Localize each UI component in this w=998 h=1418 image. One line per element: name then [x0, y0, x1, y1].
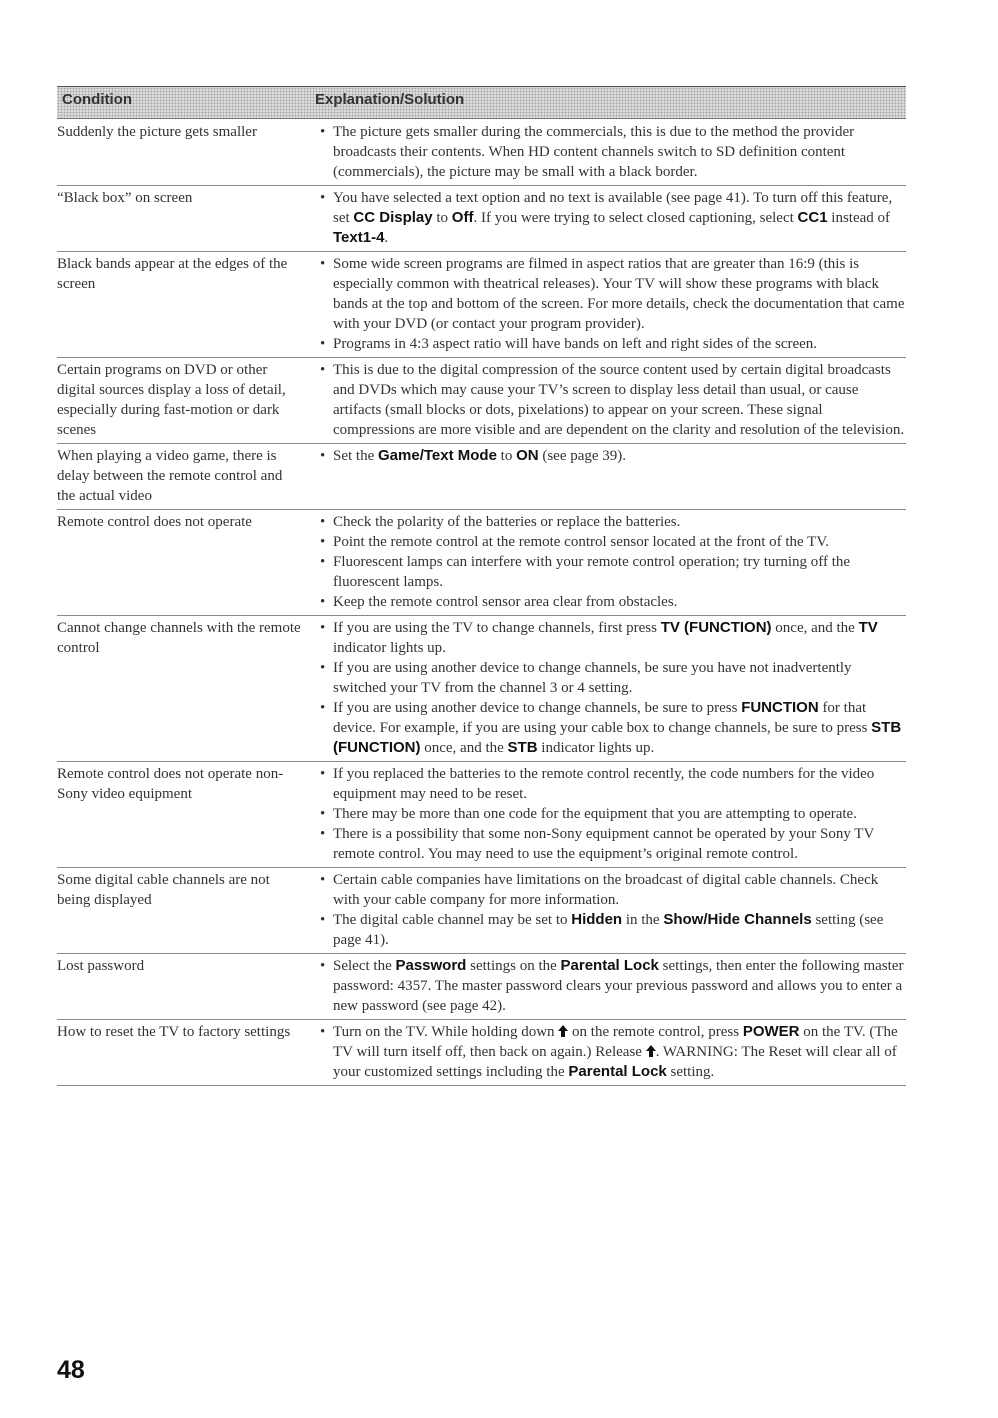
- bullet-text: on the remote control, press: [568, 1024, 743, 1040]
- bullet-text: If you replaced the batteries to the remote control recently, the code numbers for the video equipment may need to be reset.: [333, 766, 875, 802]
- ui-term: Parental Lock: [568, 1063, 667, 1080]
- bullet-text: Programs in 4:3 aspect ratio will have bands on left and right sides of the screen.: [333, 336, 818, 352]
- condition-cell: Suddenly the picture gets smaller: [57, 124, 257, 140]
- solution-bullet: [320, 910, 906, 950]
- solution-cell: [309, 764, 906, 864]
- solution-bullet: [320, 824, 906, 864]
- bullet-text: .: [384, 230, 389, 246]
- header-condition: Condition: [62, 91, 132, 108]
- bullet-text: Some wide screen programs are filmed in aspect ratios that are greater than 16:9 (this is especially common with theatrical releases). Your TV will show these programs with black bands at the top and bottom of the screen. For more details, check the documentation that came with your DVD (or contact your program provider).: [333, 256, 905, 332]
- ui-term: Text1-4: [333, 229, 385, 246]
- table-header: [57, 86, 906, 119]
- solution-cell: [309, 446, 906, 506]
- bullet-text: Certain cable companies have limitations on the broadcast of digital cable channels. Check with your cable company for more information.: [333, 872, 879, 908]
- bullet-text: settings, then enter the following master password: 4357. The master password clears your previous password and allows you to enter a new password (see page 42).: [333, 958, 904, 1014]
- solution-bullet: [320, 592, 906, 612]
- table-row: [57, 119, 906, 186]
- ui-term: FUNCTION: [741, 699, 819, 716]
- ui-term: Parental Lock: [560, 957, 659, 974]
- condition-cell: Lost password: [57, 958, 145, 974]
- ui-term: CC1: [797, 209, 828, 226]
- bullet-text: If you are using another device to change channels, be sure to press: [333, 700, 742, 716]
- solution-bullet: [320, 698, 906, 758]
- solution-bullet: [320, 618, 906, 658]
- table-row: [57, 510, 906, 616]
- ui-term: STB (FUNCTION): [333, 719, 902, 756]
- bullet-text: instead of: [827, 210, 891, 226]
- solution-bullet: [320, 512, 906, 532]
- solution-bullet: [320, 446, 906, 466]
- ui-term: TV (FUNCTION): [660, 619, 772, 636]
- condition-cell: When playing a video game, there is delay between the remote control and the actual video: [57, 448, 283, 504]
- ui-term: Password: [395, 957, 467, 974]
- solution-cell: [309, 360, 906, 440]
- bullet-text: once, and the: [420, 740, 508, 756]
- bullet-text: on the TV. (The TV will turn itself off, then back on again.) Release: [333, 1024, 898, 1060]
- solution-cell: [309, 512, 906, 612]
- table-body: [57, 119, 906, 1086]
- table-row: [57, 358, 906, 444]
- solution-cell: [309, 254, 906, 354]
- bullet-text: (see page 39).: [538, 448, 627, 464]
- solution-bullet: [320, 122, 906, 182]
- ui-term: STB: [507, 739, 538, 756]
- solution-bullet: [320, 956, 906, 1016]
- condition-cell: Black bands appear at the edges of the screen: [57, 256, 288, 292]
- bullet-text: for that device. For example, if you are using your cable box to change channels, be sure to press: [333, 700, 872, 736]
- solution-cell: [309, 188, 906, 248]
- bullet-text: There is a possibility that some non-Sony equipment cannot be operated by your Sony TV remote control. You may need to use the equipment’s original remote control.: [333, 826, 875, 862]
- solution-bullet: [320, 360, 906, 440]
- solution-cell: [309, 618, 906, 758]
- bullet-text: indicator lights up.: [537, 740, 655, 756]
- solution-bullet: [320, 764, 906, 804]
- table-row: [57, 954, 906, 1020]
- bullet-text: There may be more than one code for the equipment that you are attempting to operate.: [333, 806, 857, 822]
- page-number: 48: [57, 1356, 85, 1384]
- bullet-text: Select the: [333, 958, 396, 974]
- header-explanation: Explanation/Solution: [315, 91, 465, 108]
- bullet-text: once, and the: [771, 620, 859, 636]
- condition-cell: How to reset the TV to factory settings: [57, 1024, 291, 1040]
- solution-bullet: [320, 804, 906, 824]
- troubleshooting-table: [57, 86, 906, 1086]
- solution-bullet: [320, 1022, 906, 1082]
- bullet-text: to: [432, 210, 452, 226]
- ui-term: CC Display: [353, 209, 433, 226]
- solution-bullet: [320, 552, 906, 592]
- ui-term: Hidden: [571, 911, 623, 928]
- table-row: [57, 252, 906, 358]
- condition-cell: Remote control does not operate non-Sony video equipment: [57, 766, 284, 802]
- ui-term: POWER: [742, 1023, 800, 1040]
- table-row: [57, 1020, 906, 1086]
- ui-term: Off: [451, 209, 474, 226]
- solution-cell: [309, 956, 906, 1016]
- bullet-text: You have selected a text option and no text is available (see page 41). To turn off this feature, set: [333, 190, 893, 226]
- solution-bullet: [320, 188, 906, 248]
- solution-bullet: [320, 334, 906, 354]
- bullet-text: Turn on the TV. While holding down: [333, 1024, 559, 1040]
- bullet-text: If you are using another device to change channels, be sure you have not inadvertently switched your TV from the channel 3 or 4 setting.: [333, 660, 852, 696]
- table-row: [57, 444, 906, 510]
- up-arrow-icon: [646, 1045, 656, 1057]
- bullet-text: The digital cable channel may be set to: [333, 912, 572, 928]
- table-row: [57, 186, 906, 252]
- solution-bullet: [320, 532, 906, 552]
- bullet-text: Point the remote control at the remote control sensor located at the front of the TV.: [333, 534, 829, 550]
- bullet-text: settings on the: [466, 958, 561, 974]
- solution-bullet: [320, 870, 906, 910]
- table-row: [57, 762, 906, 868]
- bullet-text: Check the polarity of the batteries or replace the batteries.: [333, 514, 681, 530]
- ui-term: ON: [516, 447, 539, 464]
- bullet-text: If you are using the TV to change channels, first press: [333, 620, 661, 636]
- ui-term: Show/Hide Channels: [663, 911, 812, 928]
- up-arrow-icon: [558, 1025, 568, 1037]
- solution-cell: [309, 870, 906, 950]
- condition-cell: Cannot change channels with the remote control: [57, 620, 301, 656]
- condition-cell: Some digital cable channels are not being displayed: [57, 872, 270, 908]
- condition-cell: “Black box” on screen: [57, 190, 193, 206]
- bullet-text: The picture gets smaller during the commercials, this is due to the method the provider broadcasts their contents. When HD content channels switch to SD definition content (commercials), the picture may be small with a black border.: [333, 124, 855, 180]
- bullet-text: Fluorescent lamps can interfere with your remote control operation; try turning off the fluorescent lamps.: [333, 554, 851, 590]
- bullet-text: . If you were trying to select closed captioning, select: [473, 210, 798, 226]
- ui-term: TV: [858, 619, 878, 636]
- bullet-text: setting (see page 41).: [333, 912, 884, 948]
- ui-term: Game/Text Mode: [378, 447, 497, 464]
- bullet-text: . WARNING: The Reset will clear all of your customized settings including the: [333, 1044, 897, 1080]
- bullet-text: to: [496, 448, 517, 464]
- condition-cell: Remote control does not operate: [57, 514, 252, 530]
- bullet-text: indicator lights up.: [333, 640, 446, 656]
- solution-bullet: [320, 254, 906, 334]
- solution-cell: [309, 122, 906, 182]
- bullet-text: setting.: [666, 1064, 715, 1080]
- table-row: [57, 868, 906, 954]
- solution-cell: [309, 1022, 906, 1082]
- bullet-text: Set the: [333, 448, 378, 464]
- bullet-text: in the: [622, 912, 664, 928]
- bullet-text: This is due to the digital compression of the source content used by certain digital broadcasts and DVDs which may cause your TV’s screen to display less detail than usual, or cause artifacts (small blocks or dots, pixelations) to appear on your screen. These signal compressions are more visible and are dependent on the clarity and resolution of the television.: [333, 362, 905, 438]
- table-row: [57, 616, 906, 762]
- condition-cell: Certain programs on DVD or other digital sources display a loss of detail, especially during fast-motion or dark scenes: [57, 362, 286, 438]
- solution-bullet: [320, 658, 906, 698]
- bullet-text: Keep the remote control sensor area clear from obstacles.: [333, 594, 678, 610]
